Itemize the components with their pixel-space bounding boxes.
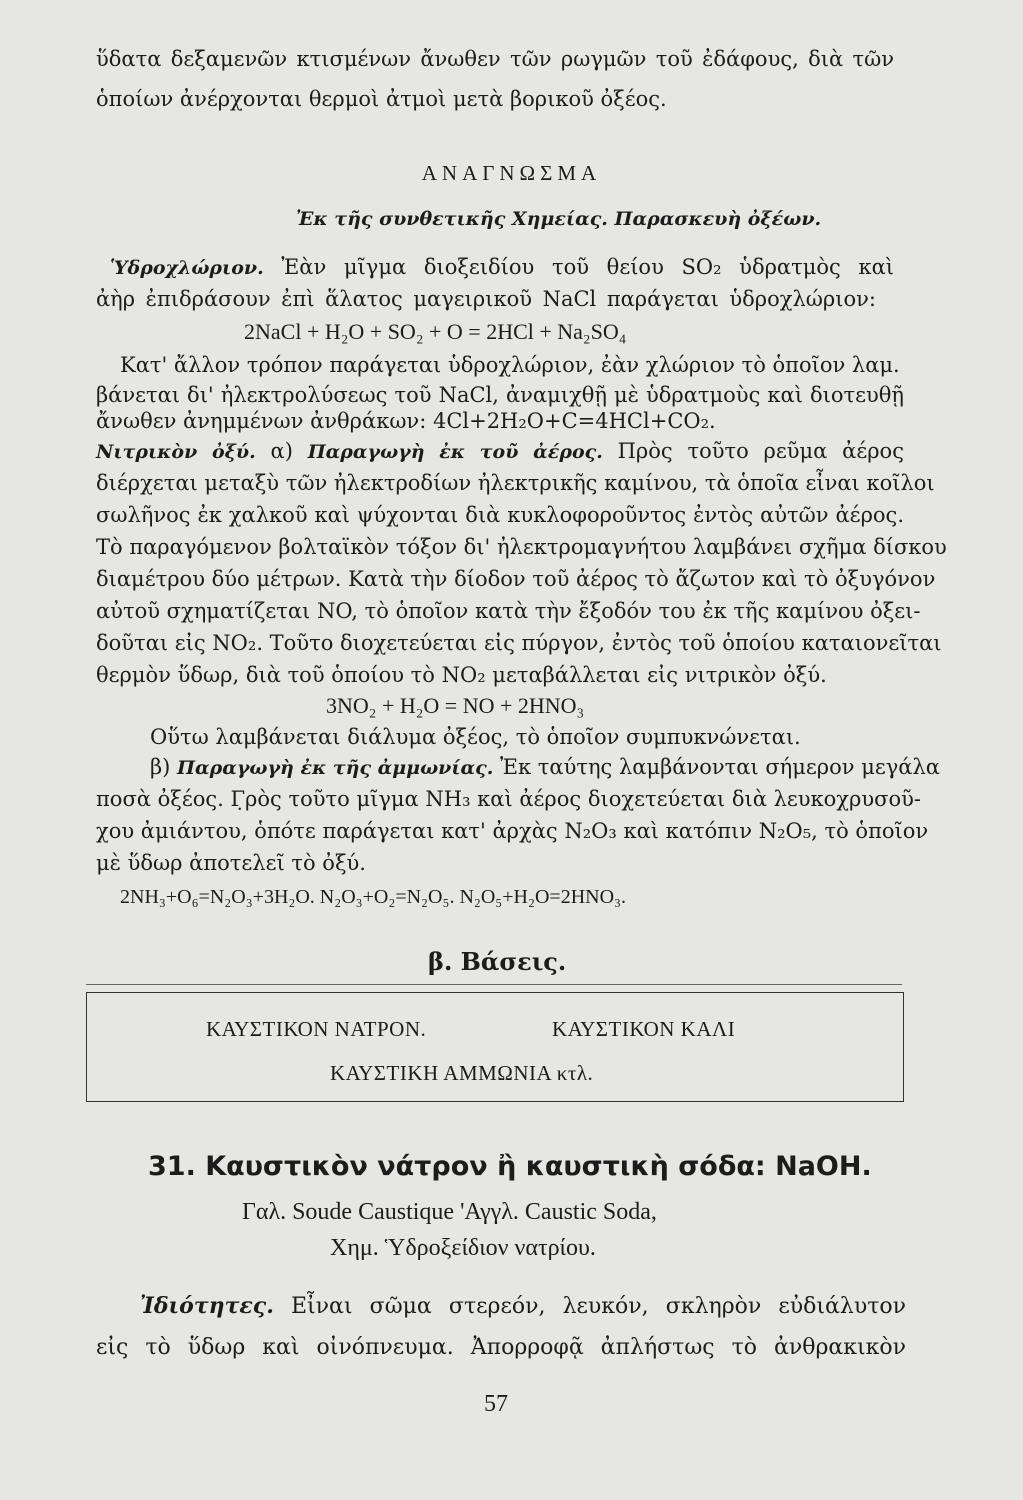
page-number: 57 — [484, 1391, 508, 1417]
text-line: αὐτοῦ σχηματίζεται NO, τὸ ὁποῖον κατὰ τὴν ἔξοδόν του ἐκ τῆς καμίνου ὀξει- — [96, 599, 921, 623]
text-line: ποσὰ ὀξέος. Γ̣ρὸς τοῦτο μῖγμα NH₃ καὶ ἀέρος διοχετεύεται διὰ λευκοχρυσοῦ- — [96, 787, 921, 811]
hcl-equation: 2NaCl + H₂O + SO₂ + O = 2HCl + Na₂SO₄ — [244, 319, 627, 344]
text-line — [96, 438, 904, 466]
section-beta-heading: β. Βάσεις. — [428, 947, 567, 976]
box-line2: ΚΑΥΣΤΙΚΗ ΑΜΜΩΝΙΑ κτλ. — [330, 1061, 594, 1085]
nitric-b-marker: β) — [150, 755, 171, 779]
nitric-b-equations: 2NH₃+O₆=N₂O₃+3H₂O. N₂O₃+O₂=N₂O₅. N₂O₅+H₂O=2HNO₃. — [120, 886, 626, 908]
box-line1-right: ΚΑΥΣΤΙΚΟΝ ΚΑΛΙ — [552, 1017, 736, 1041]
article-names-line1: Γαλ. Soude Caustique 'Αγγλ. Caustic Soda, — [242, 1199, 657, 1225]
text-line: ἀὴρ ἐπιδράσουν ἐπὶ ἅλατος μαγειρικοῦ NaCl παράγεται ὑδροχλώριον: — [96, 287, 876, 311]
hcl-label: Ὑδροχλώριον. — [110, 257, 264, 279]
text-line: διέρχεται μεταξὺ τῶν ἠλεκτροδίων ἠλεκτρικῆς καμίνου, τὰ ὁποῖα εἶναι κοῖλοι — [96, 471, 935, 495]
nitric-a-marker: α) — [270, 439, 293, 463]
text-line: βάνεται δι' ἠλεκτρολύσεως τοῦ NaCl, ἀναμιχθῇ μὲ ὑδρατμοὺς καὶ διοτευθῇ — [96, 383, 904, 407]
text-line: Κατ' ἄλλον τρόπον παράγεται ὑδροχλώριον, ἐὰν χλώριον τὸ ὁποῖον λαμ. — [120, 353, 900, 377]
props-label: Ἰδιότητες. — [140, 1293, 274, 1319]
nitric-equation: 3NO₂ + H₂O = NO + 2HNO₃ — [326, 693, 585, 718]
nitric-label: Νιτρικὸν ὀξύ. — [96, 441, 256, 463]
article-title: 31. Καυστικὸν νάτρον ἢ καυστικὴ σόδα: NaOH. — [148, 1151, 872, 1182]
nitric-a-title: Παραγωγὴ ἐκ τοῦ ἀέρος. — [307, 441, 603, 463]
text-line: Τὸ παραγόμενον βολταϊκὸν τόξον δι' ἠλεκτρομαγνήτου λαμβάνει σχῆμα δίσκου — [96, 535, 947, 559]
text-line: χου ἀμιάντου, ὁπότε παράγεται κατ' ἀρχὰς N₂O₃ καὶ κατόπιν N₂O₅, τὸ ὁποῖον — [96, 819, 929, 843]
nitric-line1: Πρὸς τοῦτο ρεῦμα ἀέρος — [617, 439, 904, 463]
text-line: εἰς τὸ ὕδωρ καὶ οἰνόπνευμα. Ἀπορροφᾷ ἀπλήστως τὸ ἀνθρακικὸν — [96, 1335, 906, 1360]
props-line1: Εἶναι σῶμα στερεόν, λευκόν, σκληρὸν εὐδιάλυτον — [291, 1294, 906, 1319]
text-line — [140, 1290, 906, 1323]
nitric-b-title: Παραγωγὴ ἐκ τῆς ἀμμωνίας. — [177, 757, 494, 779]
text-line: ὁποίων ἀνέρχονται θερμοὶ ἀτμοὶ μετὰ βορικοῦ ὀξέος. — [96, 87, 667, 111]
text-line: Οὕτω λαμβάνεται διάλυμα ὀξέος, τὸ ὁποῖον συμπυκνώνεται. — [150, 725, 801, 749]
text-line: διαμέτρου δύο μέτρων. Κατὰ τὴν δίοδον τοῦ ἀέρος τὸ ἄζωτον καὶ τὸ ὀξυγόνον — [96, 567, 936, 591]
hcl-line1: Ἐὰν μῖγμα διοξειδίου τοῦ θείου SO₂ ὑδρατμὸς καὶ — [281, 255, 894, 279]
article-names-line2: Χημ. Ὑδροξείδιον νατρίου. — [330, 1235, 596, 1261]
nitric-b-line1: Ἐκ ταύτης λαμβάνονται σήμερον μεγάλα — [500, 755, 940, 779]
reading-heading: ΑΝΑΓΝΩΣΜΑ — [421, 161, 602, 185]
text-line: ὕδατα δεξαμενῶν κτισμένων ἄνωθεν τῶν ρωγμῶν τοῦ ἐδάφους, διὰ τῶν — [96, 47, 894, 71]
text-line — [110, 254, 894, 282]
text-line — [150, 754, 940, 782]
text-line: δοῦται εἰς NO₂. Τοῦτο διοχετεύεται εἰς πύργον, ἐντὸς τοῦ ὁποίου καταιονεῖται — [96, 631, 942, 655]
reading-subheading: Ἐκ τῆς συνθετικῆς Χημείας. Παρασκευὴ ὀξέων. — [296, 208, 822, 230]
box-top-rule — [86, 984, 902, 985]
text-line: μὲ ὕδωρ ἀποτελεῖ τὸ ὀξύ. — [96, 851, 366, 875]
text-line: σωλῆνος ἐκ χαλκοῦ καὶ ψύχονται διὰ κυκλοφοροῦντος ἐντὸς αὐτῶν ἀέρος. — [96, 503, 904, 527]
text-line: θερμὸν ὕδωρ, διὰ τοῦ ὁποίου τὸ NO₂ μεταβάλλεται εἰς νιτρικὸν ὀξύ. — [96, 663, 827, 687]
text-line: ἄνωθεν ἀνημμένων ἀνθράκων: 4Cl+2H₂O+C=4HCl+CO₂. — [96, 409, 716, 433]
box-line1-left: ΚΑΥΣΤΙΚΟΝ ΝΑΤΡΟΝ. — [206, 1017, 427, 1041]
